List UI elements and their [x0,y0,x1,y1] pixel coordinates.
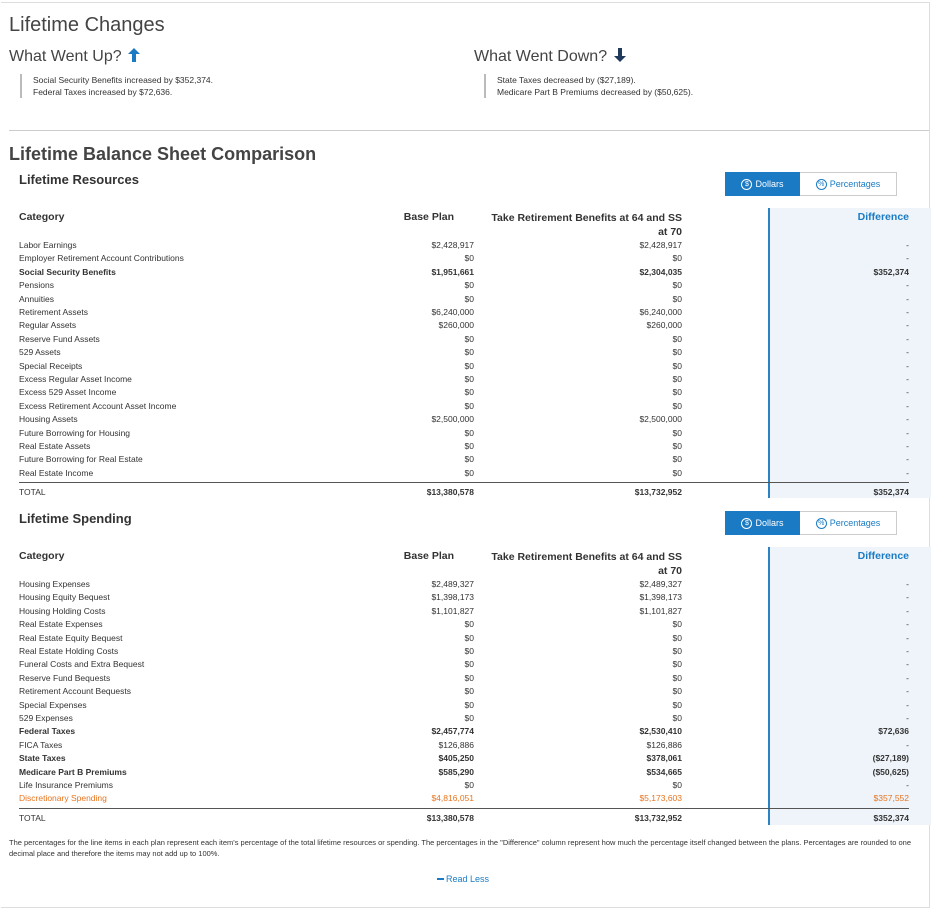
base-plan-cell: $0 [464,400,474,411]
alt-plan-header-line2: at 70 [658,226,682,238]
table-row [19,440,909,453]
read-less-link[interactable] [437,874,489,884]
difference-cell: $357,552 [873,793,909,804]
category-cell: Real Estate Equity Bequest [19,632,123,643]
base-plan-total: $13,380,578 [426,487,474,498]
footnote: The percentages for the line items in each plan represent each item's percentage of the total lifetime resources or spending. The percentages in the "Difference" column represent how much the percentage itself changed between the plans. Percentages are rounded to one decimal place and therefore the items may not add up to 100%. [9,838,912,858]
base-plan-cell: $0 [464,293,474,304]
category-cell: Housing Holding Costs [19,605,106,616]
went-down-item: State Taxes decreased by ($27,189). [497,75,636,85]
base-plan-cell: $0 [464,374,474,384]
table-row [19,346,909,359]
base-plan-cell: $2,500,000 [431,414,474,425]
base-plan-header: Base Plan [403,211,454,223]
category-cell: State Taxes [19,753,66,764]
category-cell: Real Estate Expenses [19,619,103,630]
table-row [19,319,909,332]
percent-icon: % [816,518,827,529]
arrow-down-icon [614,48,626,62]
difference-cell: - [906,605,909,616]
base-plan-cell: $2,489,327 [431,579,474,589]
table-row [19,632,909,645]
category-cell: Reserve Fund Assets [19,333,100,344]
alt-plan-header-line1: Take Retirement Benefits at 64 and SS [491,212,682,224]
base-plan-cell: $585,290 [438,766,474,777]
alt-plan-cell: $126,886 [646,739,682,750]
went-up-title [9,48,140,66]
table-row [19,333,909,346]
table-row [19,293,909,306]
resources-title: Lifetime Resources [19,172,139,187]
base-plan-cell: $0 [464,387,474,398]
category-header: Category [19,550,65,562]
base-plan-cell: $0 [464,454,474,465]
category-cell: Retirement Assets [19,307,88,317]
base-plan-cell: $4,816,051 [431,793,474,804]
alt-plan-cell: $5,173,603 [639,793,682,804]
difference-cell: ($50,625) [872,766,909,777]
table-row [19,266,909,279]
base-plan-cell: $0 [464,672,474,683]
resources-unit-toggle [725,172,897,196]
category-cell: Excess Regular Asset Income [19,374,132,384]
category-cell: Special Expenses [19,699,87,710]
table-row [19,306,909,319]
alt-plan-cell: $0 [672,280,682,291]
percentages-label: Percentages [829,518,881,528]
alt-plan-header-line2: at 70 [658,565,682,577]
category-cell: Excess Retirement Account Asset Income [19,400,177,411]
alt-plan-cell: $2,428,917 [639,240,682,250]
table-row [19,725,909,738]
table-row [19,712,909,725]
read-less-label: Read Less [446,874,490,884]
base-plan-cell: $0 [464,441,474,451]
category-cell: Future Borrowing for Housing [19,427,131,438]
category-cell: Excess 529 Asset Income [19,387,117,398]
difference-cell: - [906,293,909,304]
alt-plan-cell: $1,398,173 [639,592,682,603]
table-row [19,779,909,792]
difference-cell: - [906,414,909,425]
table-row [19,386,909,399]
category-cell: Labor Earnings [19,240,77,250]
difference-cell: - [906,320,909,331]
base-plan-cell: $0 [464,646,474,656]
alt-plan-cell: $0 [672,686,682,697]
percent-icon: % [816,179,827,190]
base-plan-header: Base Plan [403,550,454,562]
table-row [19,578,909,591]
table-row [19,766,909,779]
dollars-button[interactable] [725,511,800,535]
difference-cell: - [906,240,909,250]
alt-plan-cell: $0 [672,672,682,683]
alt-plan-cell: $0 [672,347,682,358]
alt-plan-header [491,211,682,239]
alt-plan-cell: $0 [672,374,682,384]
dollar-icon: $ [741,518,752,529]
category-cell: Real Estate Assets [19,441,91,451]
table-row [19,453,909,466]
base-plan-cell: $0 [464,253,474,264]
table-row [19,591,909,604]
spending-unit-toggle [725,511,897,535]
dollars-button[interactable] [725,172,800,196]
table-row [19,618,909,631]
alt-plan-cell: $0 [672,293,682,304]
base-plan-cell: $1,101,827 [431,605,474,616]
table-row [19,427,909,440]
alt-plan-header-line1: Take Retirement Benefits at 64 and SS [491,551,682,563]
alt-plan-cell: $0 [672,387,682,398]
difference-cell: - [906,646,909,656]
minus-icon [437,878,444,880]
went-down-list [484,74,693,98]
category-cell: Annuities [19,293,54,304]
table-row [19,752,909,765]
section-divider [9,130,929,131]
category-cell: 529 Expenses [19,713,73,723]
went-down-item: Medicare Part B Premiums decreased by ($50,625). [497,87,694,97]
alt-plan-cell: $0 [672,333,682,344]
table-row [19,739,909,752]
difference-cell: - [906,780,909,790]
base-plan-cell: $260,000 [438,320,474,331]
difference-cell: - [906,374,909,384]
lifetime-changes-title: Lifetime Changes [9,14,165,36]
difference-cell: - [906,739,909,750]
base-plan-cell: $0 [464,780,474,790]
difference-cell: - [906,280,909,291]
difference-cell: $352,374 [873,266,909,277]
base-plan-cell: $1,398,173 [431,592,474,603]
category-cell: Future Borrowing for Real Estate [19,454,143,465]
difference-header: Difference [857,211,909,223]
category-cell: Regular Assets [19,320,77,331]
total-row [19,808,909,825]
percentages-button[interactable] [800,172,897,196]
category-cell: Real Estate Holding Costs [19,646,119,656]
category-cell: Federal Taxes [19,726,76,737]
difference-cell: - [906,619,909,630]
table-row [19,252,909,265]
went-up-item: Federal Taxes increased by $72,636. [33,87,173,97]
alt-plan-cell: $260,000 [646,320,682,331]
difference-cell: - [906,467,909,478]
difference-cell: $72,636 [878,726,909,737]
difference-cell: ($27,189) [872,753,909,764]
difference-cell: - [906,307,909,317]
difference-cell: - [906,427,909,438]
alt-plan-cell: $0 [672,780,682,790]
base-plan-cell: $0 [464,632,474,643]
spending-title: Lifetime Spending [19,511,132,526]
base-plan-cell: $0 [464,467,474,478]
table-row [19,658,909,671]
base-plan-cell: $0 [464,360,474,371]
went-down-title [474,48,626,66]
alt-plan-cell: $0 [672,427,682,438]
category-cell: Retirement Account Bequests [19,686,131,697]
base-plan-total: $13,380,578 [426,812,474,823]
alt-plan-cell: $0 [672,253,682,264]
base-plan-cell: $0 [464,333,474,344]
difference-total: $352,374 [873,487,909,498]
category-cell: Social Security Benefits [19,266,116,277]
difference-cell: - [906,387,909,398]
table-row [19,685,909,698]
base-plan-cell: $2,457,774 [431,726,474,737]
alt-plan-cell: $0 [672,659,682,670]
alt-plan-cell: $2,530,410 [639,726,682,737]
alt-plan-cell: $0 [672,454,682,465]
category-cell: Housing Assets [19,414,78,425]
percentages-button[interactable] [800,511,897,535]
difference-cell: - [906,333,909,344]
alt-plan-cell: $0 [672,441,682,451]
table-row [19,413,909,426]
category-cell: FICA Taxes [19,739,63,750]
base-plan-cell: $0 [464,713,474,723]
base-plan-cell: $1,951,661 [431,266,474,277]
table-row [19,279,909,292]
alt-plan-cell: $2,304,035 [639,266,682,277]
alt-plan-cell: $0 [672,467,682,478]
alt-plan-cell: $2,500,000 [639,414,682,425]
category-cell: Pensions [19,280,54,291]
difference-cell: - [906,686,909,697]
alt-plan-cell: $378,061 [646,753,682,764]
balance-sheet-title: Lifetime Balance Sheet Comparison [9,144,317,164]
table-row [19,467,909,480]
difference-cell: - [906,713,909,723]
difference-header: Difference [857,550,909,562]
alt-plan-total: $13,732,952 [634,812,682,823]
base-plan-cell: $0 [464,427,474,438]
table-row [19,699,909,712]
table-row [19,400,909,413]
base-plan-cell: $2,428,917 [431,240,474,250]
alt-plan-cell: $0 [672,619,682,630]
base-plan-cell: $0 [464,686,474,697]
dollars-label: Dollars [755,518,784,528]
alt-plan-cell: $1,101,827 [639,605,682,616]
dollars-label: Dollars [755,179,784,189]
alt-plan-cell: $0 [672,699,682,710]
table-row [19,360,909,373]
category-cell: 529 Assets [19,347,61,358]
category-cell: Special Receipts [19,360,83,371]
alt-plan-cell: $0 [672,632,682,643]
difference-cell: - [906,659,909,670]
alt-plan-header [491,550,682,578]
difference-cell: - [906,360,909,371]
category-cell: Real Estate Income [19,467,94,478]
base-plan-cell: $0 [464,699,474,710]
alt-plan-cell: $534,665 [646,766,682,777]
percentages-label: Percentages [829,179,881,189]
category-cell: Housing Equity Bequest [19,592,110,603]
alt-plan-cell: $0 [672,360,682,371]
dollar-icon: $ [741,179,752,190]
category-cell: Discretionary Spending [19,793,107,804]
table-row [19,672,909,685]
category-cell: Life Insurance Premiums [19,780,114,790]
difference-cell: - [906,632,909,643]
category-header: Category [19,211,65,223]
base-plan-cell: $6,240,000 [431,307,474,317]
went-up-list [20,74,213,98]
difference-cell: - [906,454,909,465]
base-plan-cell: $0 [464,280,474,291]
difference-cell: - [906,400,909,411]
alt-plan-cell: $6,240,000 [639,307,682,317]
table-row [19,239,909,252]
arrow-up-icon [128,48,140,62]
total-label: TOTAL [19,487,46,498]
difference-cell: - [906,699,909,710]
alt-plan-cell: $0 [672,646,682,656]
alt-plan-total: $13,732,952 [634,487,682,498]
total-row [19,482,909,499]
base-plan-cell: $0 [464,619,474,630]
base-plan-cell: $405,250 [438,753,474,764]
table-row [19,645,909,658]
went-down-label: What Went Down? [474,48,608,65]
category-cell: Housing Expenses [19,579,90,589]
base-plan-cell: $0 [464,659,474,670]
category-cell: Reserve Fund Bequests [19,672,111,683]
table-row [19,792,909,805]
went-up-item: Social Security Benefits increased by $352,374. [33,75,214,85]
difference-cell: - [906,592,909,603]
alt-plan-cell: $2,489,327 [639,579,682,589]
went-up-label: What Went Up? [9,48,122,65]
category-cell: Medicare Part B Premiums [19,766,127,777]
base-plan-cell: $126,886 [438,739,474,750]
difference-cell: - [906,253,909,264]
category-cell: Funeral Costs and Extra Bequest [19,659,145,670]
difference-cell: - [906,672,909,683]
difference-cell: - [906,579,909,589]
table-row [19,605,909,618]
difference-cell: - [906,441,909,451]
total-label: TOTAL [19,812,46,823]
alt-plan-cell: $0 [672,713,682,723]
difference-total: $352,374 [873,812,909,823]
difference-cell: - [906,347,909,358]
alt-plan-cell: $0 [672,400,682,411]
category-cell: Employer Retirement Account Contributions [19,253,184,264]
base-plan-cell: $0 [464,347,474,358]
table-row [19,373,909,386]
